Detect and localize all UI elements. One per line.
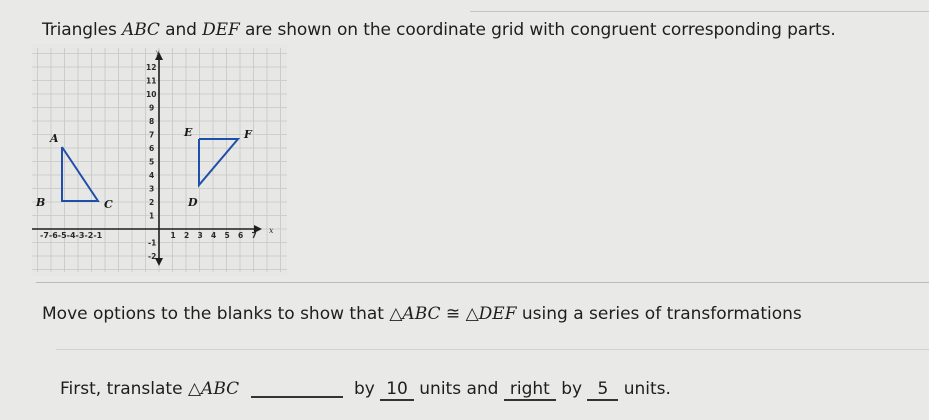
sentence-by: by: [353, 379, 375, 399]
sentence-by-2: by: [561, 379, 583, 399]
top-divider: [470, 11, 929, 12]
y-tick-label: -2: [148, 252, 157, 261]
y-tick-label: 2: [149, 198, 155, 207]
y-tick-label: 12: [146, 63, 157, 72]
coordinate-grid-svg: [32, 44, 287, 276]
y-axis-label: y: [156, 49, 160, 56]
intro-prefix: Triangles: [42, 20, 123, 40]
answer-divider: [56, 349, 929, 350]
x-tick-label: 4: [211, 231, 217, 240]
triangle-symbol-icon: △: [465, 304, 479, 324]
congruent-symbol: ≅: [440, 304, 466, 324]
triangle-symbol-icon: △: [389, 304, 403, 324]
y-tick-label: 4: [149, 171, 155, 180]
answer-sentence: [60, 378, 671, 401]
y-tick-label: 11: [146, 76, 157, 86]
x-tick-label: 5: [224, 231, 230, 240]
distance-1-blank[interactable]: 10: [380, 379, 414, 401]
direction-blank[interactable]: right: [504, 379, 556, 401]
y-tick-label: 5: [149, 157, 155, 167]
instruction-triangle-abc: ABC: [402, 304, 441, 324]
coordinate-grid: [32, 44, 287, 276]
problem-statement: [42, 20, 836, 40]
transformation-blank-drop-target[interactable]: [251, 378, 343, 398]
triangle-symbol-icon: △: [187, 379, 202, 399]
triangle-abc-label: ABC: [122, 20, 160, 40]
vertex-c-label: C: [104, 198, 113, 211]
vertex-a-label: A: [50, 132, 59, 145]
distance-2-blank[interactable]: 5: [587, 379, 618, 401]
intro-and: and: [159, 20, 203, 40]
x-tick-label: 7: [251, 231, 257, 240]
y-tick-label: -1: [148, 238, 157, 248]
instruction-suffix: using a series of transformations: [516, 304, 802, 324]
sentence-units: units.: [623, 379, 671, 399]
y-tick-label: 3: [149, 184, 155, 194]
triangle-def-label: DEF: [202, 20, 240, 40]
section-divider: [36, 282, 929, 283]
x-tick-label: 2: [184, 231, 190, 240]
instruction-prefix: Move options to the blanks to show that: [42, 304, 390, 324]
x-tick-label: 1: [170, 231, 176, 240]
vertex-d-label: D: [188, 196, 198, 209]
vertex-f-label: F: [244, 128, 252, 141]
x-axis-label: x: [269, 226, 274, 235]
y-tick-label: 6: [149, 144, 155, 153]
sentence-triangle-abc: ABC: [201, 379, 240, 399]
sentence-prefix: First, translate: [60, 379, 188, 399]
x-tick-label: 6: [238, 231, 244, 240]
y-tick-label: 9: [149, 103, 155, 113]
instruction-text: [42, 304, 802, 324]
y-tick-label: 8: [149, 117, 155, 126]
x-tick-labels-negative: -7-6-5-4-3-2-1: [40, 231, 103, 240]
y-tick-label: 1: [149, 211, 155, 221]
sentence-units-and: units and: [419, 379, 499, 399]
intro-suffix: are shown on the coordinate grid with congruent corresponding parts.: [239, 20, 836, 40]
vertex-b-label: B: [36, 196, 46, 209]
instruction-triangle-def: DEF: [478, 304, 517, 324]
vertex-e-label: E: [184, 126, 193, 139]
y-tick-label: 7: [149, 130, 155, 140]
x-tick-label: 3: [197, 231, 203, 240]
y-tick-label: 10: [146, 90, 157, 99]
